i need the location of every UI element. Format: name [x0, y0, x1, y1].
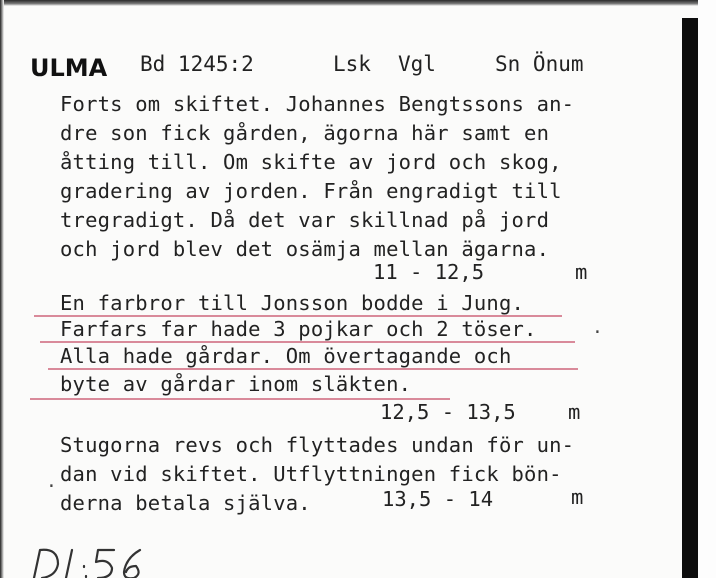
time-range: 11 - 12,5 [373, 260, 485, 284]
time-range: 12,5 - 13,5 [380, 400, 516, 424]
handwritten-note-drawing [28, 536, 158, 578]
text-line: En farbror till Jonsson bodde i Jung. [60, 291, 525, 315]
text-line: Alla hade gårdar. Om övertagande och [60, 344, 512, 368]
underline-mark [48, 368, 578, 370]
time-unit: m [568, 400, 581, 424]
time-unit: m [575, 260, 588, 284]
text-line: och jord blev det osämja mellan ägarna. [60, 237, 550, 261]
text-line: Forts om skiftet. Johannes Bengtssons an- [60, 92, 575, 116]
text-line: gradering av jorden. Från engradigt till [60, 179, 562, 203]
text-line: tregradigt. Då det var skillnad på jord [60, 208, 550, 232]
time-range: 13,5 - 14 [382, 487, 494, 511]
scan-edge-left [0, 0, 4, 578]
underline-mark [40, 341, 575, 343]
handwritten-note [28, 536, 158, 578]
text-line: Farfars far hade 3 pojkar och 2 töser. [60, 317, 537, 341]
time-unit: m [571, 485, 584, 509]
lsk-label: Lsk [333, 52, 371, 76]
text-line: dre son fick gården, ägorna här samt en [60, 121, 550, 145]
text-line: åtting till. Om skifte av jord och skog, [60, 150, 562, 174]
scan-edge-top [0, 0, 716, 6]
parish-label: Sn Önum [495, 52, 584, 76]
text-line: dan vid skiftet. Utflyttningen fick bön- [60, 462, 562, 486]
vgl-label: Vgl [398, 52, 436, 76]
stray-mark: · [592, 322, 603, 343]
stray-mark: · [46, 476, 57, 497]
text-line: derna betala själva. [60, 491, 311, 515]
volume-reference: Bd 1245:2 [140, 52, 254, 76]
text-line: byte av gårdar inom släkten. [60, 372, 412, 396]
text-line: Stugorna revs och flyttades undan för un- [60, 433, 575, 457]
scan-edge-right [682, 18, 698, 578]
scan-margin-right [698, 0, 716, 578]
record-code: ULMA [30, 54, 108, 82]
